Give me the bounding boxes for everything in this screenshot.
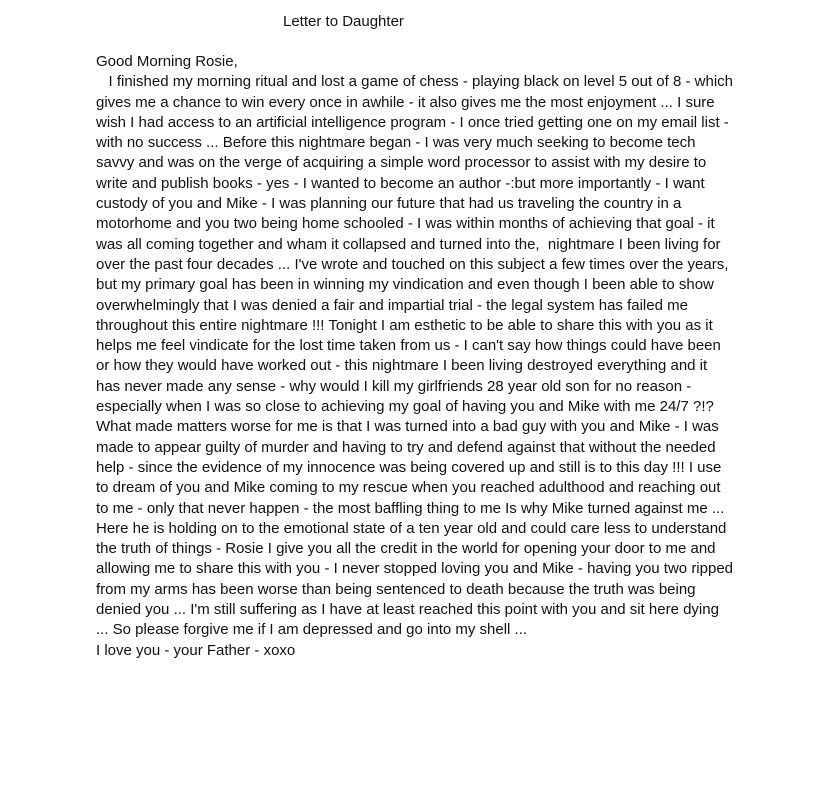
document-title: Letter to Daughter [283,13,404,30]
letter-line: write and publish books - yes - I wanted to become an author -:but more importantly - I want [96,174,705,192]
letter-line: throughout this entire nightmare !!! Tonight I am esthetic to be able to share this with you as it [96,316,713,334]
letter-line: but my primary goal has been in winning my vindication and even though I been able to show [96,276,714,294]
letter-line: motorhome and you two being home schooled - I was within months of achieving that goal - it [96,215,715,233]
letter-line: helps me feel vindicate for the lost time taken from us - I can't say how things could have been [96,337,721,355]
letter-line: allowing me to share this with you - I never stopped loving you and Mike - having you two ripped [96,560,734,578]
letter-body [96,52,756,661]
letter-line: Here he is holding on to the emotional state of a ten year old and could care less to understand [96,519,727,537]
letter-line: What made matters worse for me is that I was turned into a bad guy with you and Mike - I was [96,418,719,436]
letter-line: gives me a chance to win every once in awhile - it also gives me the most enjoyment ... I sure [96,93,715,111]
letter-line: with no success ... Before this nightmare began - I was very much seeking to become tech [96,134,696,152]
letter-line: has never made any sense - why would I kill my girlfriends 28 year old son for no reason - [96,377,692,395]
letter-line: the truth of things - Rosie I give you all the credit in the world for opening your door to me and [96,540,716,558]
letter-line: custody of you and Mike - I was planning our future that had us traveling the country in a [96,195,682,213]
signoff-line: I love you - your Father - xoxo [96,641,296,659]
letter-line: over the past four decades ... I've wrote and touched on this subject a few times over the years, [96,255,729,273]
letter-line: denied you ... I'm still suffering as I have at least reached this point with you and sit here dying [96,601,719,619]
letter-line: or how they would have worked out - this nightmare I been living destroyed everything and it [96,357,708,375]
letter-line: help - since the evidence of my innocence was being covered up and still is to this day !!! I use [96,458,722,476]
letter-line: to me - only that never happen - the most baffling thing to me Is why Mike turned against me ... [96,499,725,517]
letter-line: wish I had access to an artificial intelligence program - I once tried getting one on my email list - [96,113,729,131]
letter-line: I finished my morning ritual and lost a game of chess - playing black on level 5 out of 8 - which [96,73,733,91]
letter-line: ... So please forgive me if I am depressed and go into my shell ... [96,621,528,639]
letter-line: to dream of you and Mike coming to my rescue when you reached adulthood and reaching out [96,479,721,497]
letter-line: made to appear guilty of murder and having to try and defend against that without the needed [96,438,716,456]
letter-line: was all coming together and wham it collapsed and turned into the, nightmare I been living for [96,235,721,253]
letter-line: especially when I was so close to achieving my goal of having you and Mike with me 24/7 ?!? [96,398,714,416]
letter-line: savvy and was on the verge of acquiring a simple word processor to assist with my desire to [96,154,707,172]
letter-line: from my arms has been worse than being sentenced to death because the truth was being [96,580,696,598]
greeting-line: Good Morning Rosie, [96,53,238,70]
letter-line: overwhelmingly that I was denied a fair and impartial trial - the legal system has failed me [96,296,688,314]
